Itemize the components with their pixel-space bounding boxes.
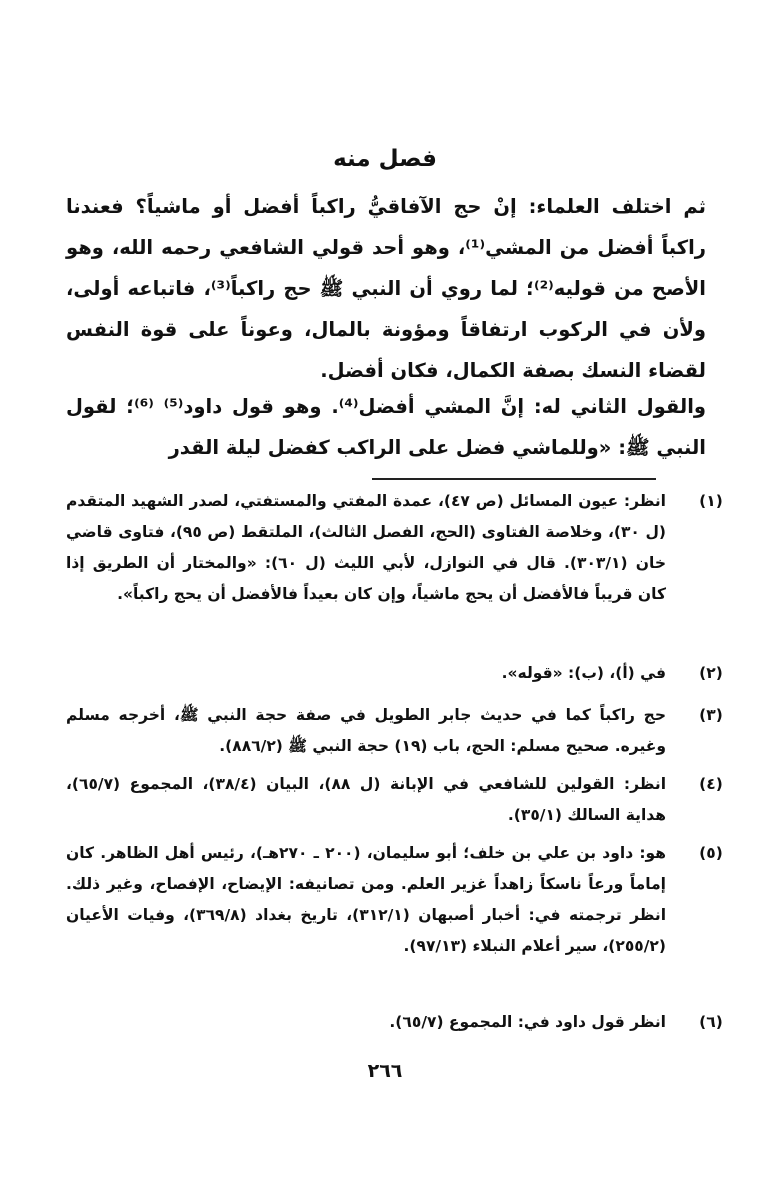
footnote-number-2: (٢): [699, 664, 723, 682]
body-paragraph-2: والقول الثاني له: إنَّ المشي أفضل⁽⁴⁾. وهو قول داود⁽⁵⁾ ⁽⁶⁾؛ لقول النبي ﷺ: «وللماشي فضل على الراكب كفضل ليلة القدر: [66, 395, 707, 459]
footnote-6: انظر قول داود في: المجموع (٦٥/٧).: [389, 1013, 666, 1031]
section-heading: فصل منه: [333, 146, 437, 172]
footnote-number-5: (٥): [699, 844, 723, 862]
page-number: ٢٦٦: [367, 1060, 403, 1082]
footnote-1: انظر: عيون المسائل (ص ٤٧)، عمدة المفتي والمستفتي، لصدر الشهيد المتقدم (ل ٣٠)، وخلاصة الفتاوى (الحج، الفصل الثالث)، الملتقط (ص ٩٥)، فتاوى قاضي خان (٣٠٣/١). قال في النوازل، لأبي الليث (ل ٦٠): «والمختار أن الطريق إذا كان قريباً فالأفضل أن يحج ماشياً، وإن كان بعيداً فالأفضل أن يحج راكباً».: [66, 492, 666, 603]
footnote-number-4: (٤): [699, 775, 723, 793]
footnote-number-1: (١): [699, 492, 723, 510]
footnote-divider: [372, 478, 656, 480]
footnote-2: في (أ)، (ب): «قوله».: [501, 664, 666, 682]
footnote-3: حج راكباً كما في حديث جابر الطويل في صفة حجة النبي ﷺ، أخرجه مسلم وغيره. صحيح مسلم: الحج، باب (١٩) حجة النبي ﷺ (٨٨٦/٢).: [66, 706, 666, 755]
footnote-4: انظر: القولين للشافعي في الإبانة (ل ٨٨)، البيان (٣٨/٤)، المجموع (٦٥/٧)، هداية السالك (٣٥/١).: [66, 775, 667, 824]
footnote-5: هو: داود بن علي بن خلف؛ أبو سليمان، (٢٠٠ ـ ٢٧٠هـ)، رئيس أهل الظاهر. كان إماماً ورعاً ناسكاً زاهداً غزير العلم. ومن تصانيفه: الإيضاح، الإفصاح، وغير ذلك. انظر ترجمته في: أخبار أصبهان (٣١٢/١)، تاريخ بغداد (٣٦٩/٨)، وفيات الأعيان (٢٥٥/٢)، سير أعلام النبلاء (٩٧/١٣).: [66, 844, 667, 955]
footnote-number-6: (٦): [699, 1013, 723, 1031]
footnote-number-3: (٣): [699, 706, 723, 724]
body-paragraph-1: ثم اختلف العلماء: إنْ حج الآفاقيُّ راكباً أفضل أو ماشياً؟ فعندنا راكباً أفضل من المشي⁽¹⁾، وهو أحد قولي الشافعي رحمه الله، وهو الأصح من قوليه⁽²⁾؛ لما روي أن النبي ﷺ حج راكباً⁽³⁾، فاتباعه أولى، ولأن في الركوب ارتفاقاً ومؤونة بالمال، وعوناً على قوة النفس لقضاء النسك بصفة الكمال، فكان أفضل.: [66, 195, 706, 382]
